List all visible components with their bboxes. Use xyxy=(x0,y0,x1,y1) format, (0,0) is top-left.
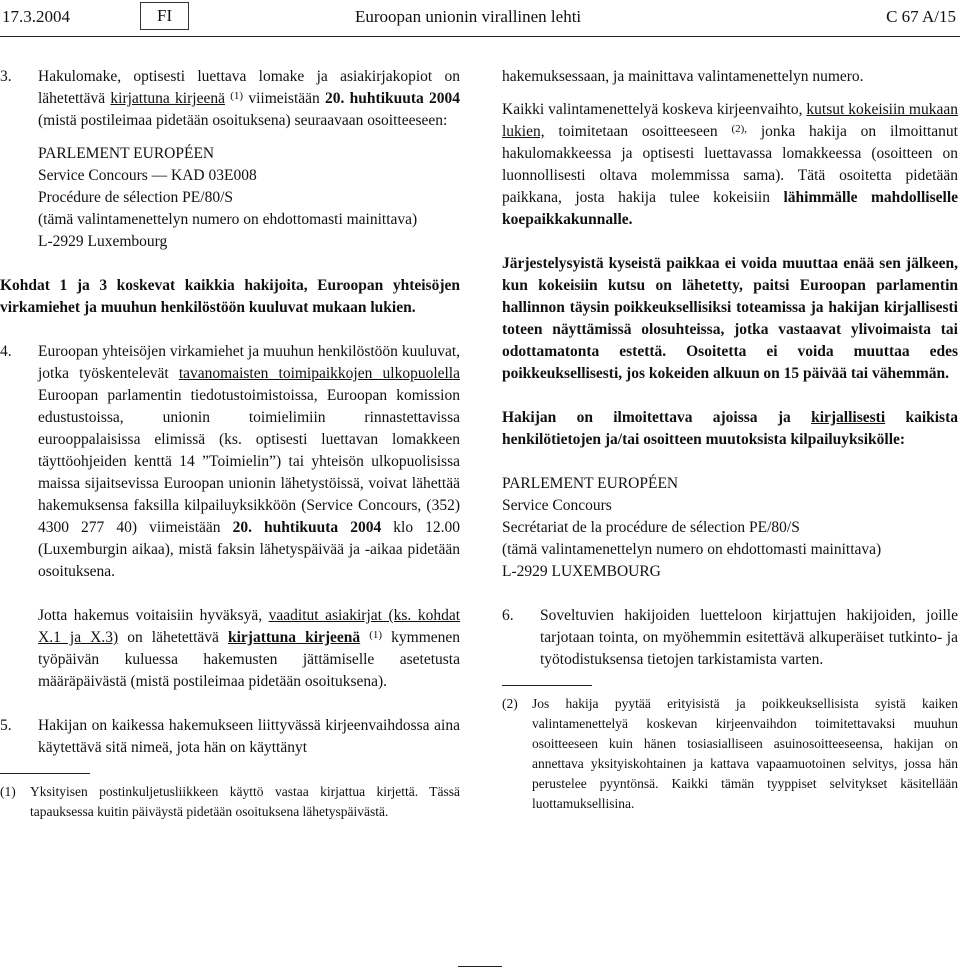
underlined-text: vaaditut asiakirjat (ks. kohdat X.1 ja X.3) xyxy=(38,607,461,646)
item-3 xyxy=(0,66,460,253)
footnote-1 xyxy=(0,782,460,822)
header-page-reference: C 67 A/15 xyxy=(886,7,956,26)
address-line: PARLEMENT EUROPÉEN xyxy=(502,475,679,492)
item-4-paragraph-2: Jotta hakemus voitaisiin hyväksyä, vaaditut asiakirjat (ks. kohdat X.1 ja X.3) on lähetettävä kirjattuna kirjeenä $^{(1)}$ kymmenen työpäivän kuluessa hakemusten jättämiselle asetetusta määräpäivästä (mistä postileimaa pidetään osoituksena). xyxy=(38,607,461,690)
footnote-ref: (1) xyxy=(230,90,244,102)
header-rule xyxy=(0,36,960,37)
bold-paragraph: Järjestelysyistä kyseistä paikkaa ei voida muuttaa enää sen jälkeen, kun kokeisiin kutsu on lähetetty, paitsi Euroopan parlamentin hallinnon täysin poikkeuksellisiksi toteamissa ja hakijan kirjallisesti toteen näyttämissä olosuhteissa, jotka vastaavat ylivoimaista tai odottamatonta estettä. Osoitetta ei voida muuttaa edes poikkeuksellisesti, jos kokeiden alkuun on 15 päivää tai vähemmän. xyxy=(502,255,958,382)
address-line: (tämä valintamenettelyn numero on ehdottomasti mainittava) xyxy=(502,541,882,558)
address-line: (tämä valintamenettelyn numero on ehdottomasti mainittava) xyxy=(38,211,418,228)
deadline-date: 20. huhtikuuta 2004 xyxy=(232,519,382,536)
changes-notice: Hakijan on ilmoitettava ajoissa ja kirjallisesti kaikista henkilötietojen ja/tai osoitteen muutoksista kilpailuyksikölle: xyxy=(502,409,959,448)
address-line: PARLEMENT EUROPÉEN xyxy=(38,145,215,162)
item-number: 5. xyxy=(0,717,12,734)
underlined-text: kutsut kokeisiin mukaan lukien, xyxy=(502,101,958,140)
item-4 xyxy=(0,341,460,583)
underlined-text: kirjattuna kirjeenä xyxy=(110,90,225,107)
bold-underlined-text: kirjattuna kirjeenä xyxy=(227,629,361,646)
address-line: Service Concours — KAD 03E008 xyxy=(38,167,257,184)
header-date: 17.3.2004 xyxy=(2,7,70,26)
item-number: 4. xyxy=(0,343,12,360)
address-line: Service Concours xyxy=(502,497,612,514)
footnote-2 xyxy=(502,694,958,814)
address-line: Secrétariat de la procédure de sélection PE/80/S xyxy=(502,519,800,536)
page-bottom-rule xyxy=(458,966,502,967)
underlined-text: tavanomaisten toimipaikkojen ulkopuolella xyxy=(178,365,460,382)
address-line: Procédure de sélection PE/80/S xyxy=(38,189,233,206)
item-6 xyxy=(502,605,958,671)
item-5 xyxy=(0,715,460,759)
bold-text: lähimmälle mahdolliselle koepaikkakunnalle. xyxy=(502,189,959,228)
bold-note: Kohdat 1 ja 3 koskevat kaikkia hakijoita, Euroopan yhteisöjen virkamiehet ja muuhun henkilöstöön kuuluvat mukaan lukien. xyxy=(0,277,460,316)
address-line: L-2929 Luxembourg xyxy=(38,233,168,250)
right-column xyxy=(502,66,958,814)
header-journal-title: Euroopan unionin virallinen lehti xyxy=(355,7,582,26)
address-line: L-2929 LUXEMBOURG xyxy=(502,563,661,580)
footnote-text: Jos hakija pyytää erityisistä ja poikkeuksellisista syistä kaiken valintamenettelyä koskevan kirjeenvaihdon toimitettavaksi muuhun osoitteeseen kuin hänen tosiasialliseen asuinosoitteeseensa, hakijan on annettava yksityiskohtainen ja kattava vapaamuotoinen selvitys, jossa hän perustelee pyyntönsä. Kaikki tämän tyyppiset selvitykset käsitellään luottamuksellisina. xyxy=(532,696,958,811)
item-3-text: Hakulomake, optisesti luettava lomake ja asiakirjakopiot on lähetettävä kirjattuna kirjeenä $^{(1)}$ viimeistään 20. huhtikuuta 2004 (mistä postileimaa pidetään osoituksena) seuraavaan osoitteeseen: PARLEMENT EUROPÉEN Service Concours — KAD 03E008 Procédure de sélection PE/80/S (tämä valintamenettelyn numero on ehdottomasti mainittava) L-2929 Luxembourg xyxy=(38,66,460,253)
address-block-1 xyxy=(38,143,460,253)
item-number: 6. xyxy=(502,607,514,624)
page-header xyxy=(0,0,960,34)
footnote-text: Yksityisen postinkuljetusliikkeen käyttö vastaa kirjattua kirjettä. Tässä tapauksessa kuitin päiväystä pidetään osoituksena lähetyspäivästä. xyxy=(30,784,460,819)
correspondence-paragraph: Kaikki valintamenettelyä koskeva kirjeenvaihto, kutsut kokeisiin mukaan lukien, toimitetaan osoitteeseen $^{(2),}$ jonka hakija on ilmoittanut hakulomakkeessa ja optisesti luettavassa lomakkeessa (osoitteen on luonnollisesti oltava molemmissa sama). Tätä osoitetta pidetään paikkana, josta hakija tulee kokeisiin lähimmälle mahdolliselle koepaikkakunnalle. xyxy=(502,101,959,228)
footnote-ref: (1) xyxy=(369,629,383,641)
deadline-date: 20. huhtikuuta 2004 xyxy=(325,90,461,107)
footnote-rule xyxy=(0,773,90,774)
item-6-text: Soveltuvien hakijoiden luetteloon kirjattujen hakijoiden, joille tarjotaan tointa, on myöhemmin esitettävä alkuperäiset tutkinto- ja työtodistuksensa tietojen tarkistamista varten. xyxy=(540,607,958,668)
left-column xyxy=(0,66,460,822)
address-block-2 xyxy=(502,473,958,583)
header-language-box: FI xyxy=(140,2,189,30)
underlined-text: kirjallisesti xyxy=(811,409,886,426)
footnote-ref: (2), xyxy=(731,123,748,135)
footnote-rule xyxy=(502,685,592,686)
footnote-number: (1) xyxy=(0,784,16,799)
item-5-text: Hakijan on kaikessa hakemukseen liittyvässä kirjeenvaihdossa aina käytettävä sitä nimeä, jota hän on käyttänyt xyxy=(38,717,460,756)
footnote-number: (2) xyxy=(502,696,518,711)
item-number: 3. xyxy=(0,68,12,85)
item-4-text: Euroopan yhteisöjen virkamiehet ja muuhun henkilöstöön kuuluvat, jotka työskentelevät tavanomaisten toimipaikkojen ulkopuolella Euroopan parlamentin tiedotustoimistoissa, Euroopan komission edustustoissa, unionin toimielimiin rinnastettavissa eurooppalaisissa elimissä (ks. optisesti luettavan lomakkeen täyttöohjeiden kenttä 14 ”Toimielin”) tai yhteisön ulkopuolisissa maissa sijaitsevissa Euroopan unionin lähetystöissä, voivat lähettää hakemuksensa faksilla kilpailuyksikköön (Service Concours, (352) 4300 277 40) viimeistään 20. huhtikuuta 2004 klo 12.00 (Luxemburgin aikaa), mistä faksin lähetyspäivää ja -aikaa pidetään osoituksena. xyxy=(38,343,461,580)
paragraph-continuation: hakemuksessaan, ja mainittava valintamenettelyn numero. xyxy=(502,68,864,85)
